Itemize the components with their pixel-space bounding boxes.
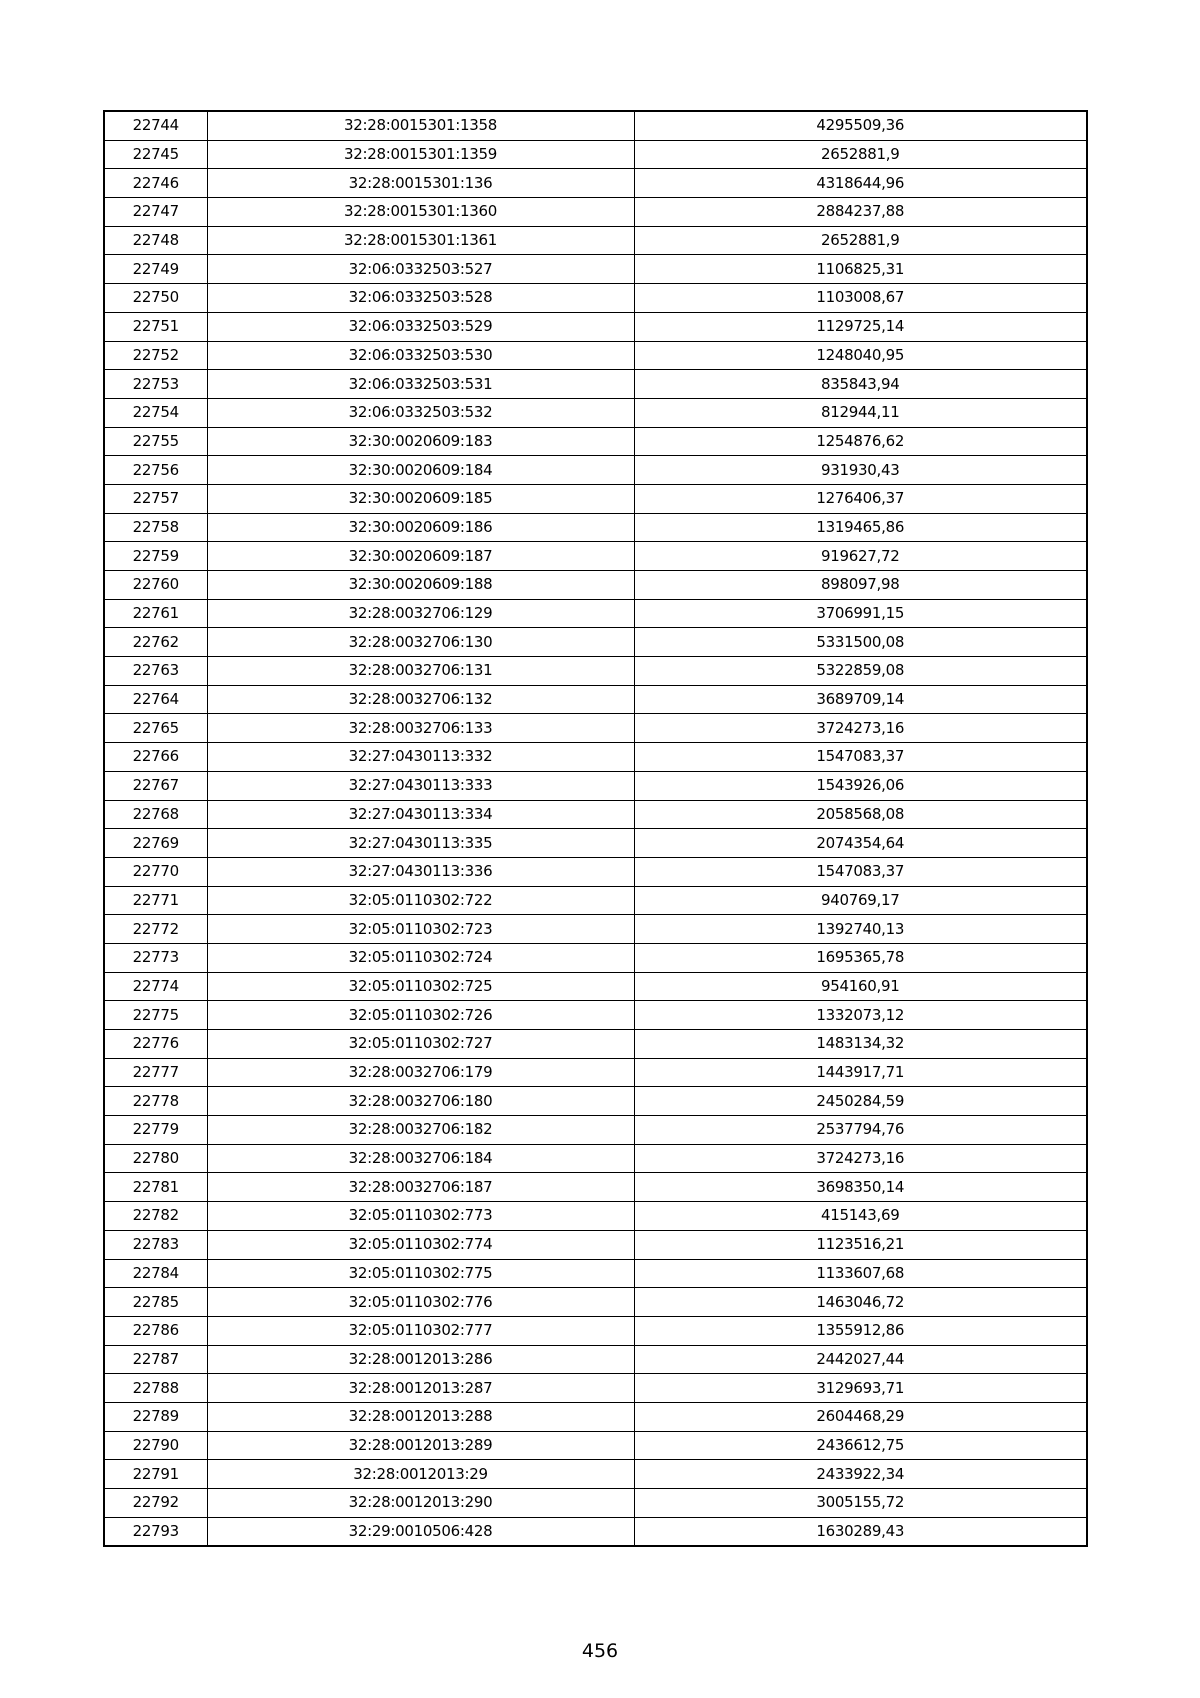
cadastral-number-cell: 32:30:0020609:186: [207, 513, 634, 542]
cadastral-value-cell: 1443917,71: [634, 1058, 1087, 1087]
cadastral-value-cell: 4318644,96: [634, 169, 1087, 198]
cadastral-value-cell: 2433922,34: [634, 1460, 1087, 1489]
row-number-cell: 22773: [104, 943, 207, 972]
table-row: [104, 169, 1087, 198]
row-number-cell: 22746: [104, 169, 207, 198]
row-number-cell: 22792: [104, 1489, 207, 1518]
row-number-cell: 22780: [104, 1144, 207, 1173]
row-number-cell: 22765: [104, 714, 207, 743]
table-row: [104, 599, 1087, 628]
cadastral-number-cell: 32:05:0110302:777: [207, 1316, 634, 1345]
cadastral-number-cell: 32:27:0430113:332: [207, 743, 634, 772]
cadastral-number-cell: 32:30:0020609:184: [207, 456, 634, 485]
row-number-cell: 22767: [104, 771, 207, 800]
cadastral-number-cell: 32:06:0332503:528: [207, 284, 634, 313]
row-number-cell: 22772: [104, 915, 207, 944]
row-number-cell: 22783: [104, 1230, 207, 1259]
cadastral-number-cell: 32:05:0110302:723: [207, 915, 634, 944]
table-row: [104, 685, 1087, 714]
cadastral-number-cell: 32:06:0332503:530: [207, 341, 634, 370]
row-number-cell: 22753: [104, 370, 207, 399]
row-number-cell: 22790: [104, 1431, 207, 1460]
cadastral-number-cell: 32:05:0110302:727: [207, 1030, 634, 1059]
row-number-cell: 22789: [104, 1402, 207, 1431]
cadastral-value-cell: 1103008,67: [634, 284, 1087, 313]
cadastral-value-cell: 1106825,31: [634, 255, 1087, 284]
table-row: [104, 1517, 1087, 1546]
cadastral-number-cell: 32:28:0012013:286: [207, 1345, 634, 1374]
cadastral-number-cell: 32:28:0015301:1361: [207, 226, 634, 255]
cadastral-value-cell: 2537794,76: [634, 1116, 1087, 1145]
table-row: [104, 456, 1087, 485]
row-number-cell: 22748: [104, 226, 207, 255]
row-number-cell: 22760: [104, 571, 207, 600]
cadastral-number-cell: 32:05:0110302:722: [207, 886, 634, 915]
cadastral-value-cell: 1319465,86: [634, 513, 1087, 542]
cadastral-number-cell: 32:28:0015301:1360: [207, 198, 634, 227]
cadastral-value-cell: 1547083,37: [634, 857, 1087, 886]
table-row: [104, 1316, 1087, 1345]
cadastral-value-cell: 3005155,72: [634, 1489, 1087, 1518]
cadastral-number-cell: 32:28:0032706:187: [207, 1173, 634, 1202]
cadastral-value-cell: 954160,91: [634, 972, 1087, 1001]
row-number-cell: 22786: [104, 1316, 207, 1345]
row-number-cell: 22768: [104, 800, 207, 829]
cadastral-number-cell: 32:06:0332503:532: [207, 398, 634, 427]
cadastral-number-cell: 32:28:0032706:129: [207, 599, 634, 628]
cadastral-number-cell: 32:28:0012013:287: [207, 1374, 634, 1403]
table-row: [104, 398, 1087, 427]
cadastral-number-cell: 32:05:0110302:773: [207, 1202, 634, 1231]
cadastral-value-cell: 919627,72: [634, 542, 1087, 571]
row-number-cell: 22777: [104, 1058, 207, 1087]
cadastral-number-cell: 32:29:0010506:428: [207, 1517, 634, 1546]
table-row: [104, 111, 1087, 140]
cadastral-value-cell: 835843,94: [634, 370, 1087, 399]
cadastral-value-cell: 1123516,21: [634, 1230, 1087, 1259]
table-row: [104, 972, 1087, 1001]
cadastral-number-cell: 32:05:0110302:776: [207, 1288, 634, 1317]
cadastral-value-cell: 2450284,59: [634, 1087, 1087, 1116]
cadastral-value-cell: 4295509,36: [634, 111, 1087, 140]
table-row: [104, 1230, 1087, 1259]
cadastral-number-cell: 32:28:0032706:132: [207, 685, 634, 714]
cadastral-number-cell: 32:30:0020609:188: [207, 571, 634, 600]
cadastral-number-cell: 32:28:0032706:180: [207, 1087, 634, 1116]
cadastral-value-cell: 2652881,9: [634, 140, 1087, 169]
row-number-cell: 22782: [104, 1202, 207, 1231]
row-number-cell: 22775: [104, 1001, 207, 1030]
row-number-cell: 22762: [104, 628, 207, 657]
row-number-cell: 22791: [104, 1460, 207, 1489]
cadastral-number-cell: 32:27:0430113:333: [207, 771, 634, 800]
row-number-cell: 22745: [104, 140, 207, 169]
row-number-cell: 22758: [104, 513, 207, 542]
row-number-cell: 22770: [104, 857, 207, 886]
cadastral-number-cell: 32:28:0012013:290: [207, 1489, 634, 1518]
row-number-cell: 22774: [104, 972, 207, 1001]
row-number-cell: 22781: [104, 1173, 207, 1202]
row-number-cell: 22787: [104, 1345, 207, 1374]
cadastral-value-cell: 3724273,16: [634, 714, 1087, 743]
row-number-cell: 22754: [104, 398, 207, 427]
cadastral-value-cell: 5322859,08: [634, 657, 1087, 686]
page-number: 456: [581, 1640, 619, 1662]
row-number-cell: 22761: [104, 599, 207, 628]
cadastral-number-cell: 32:28:0032706:184: [207, 1144, 634, 1173]
cadastral-value-table: [103, 110, 1088, 1547]
table-row: [104, 1116, 1087, 1145]
cadastral-value-cell: 3724273,16: [634, 1144, 1087, 1173]
cadastral-value-cell: 1332073,12: [634, 1001, 1087, 1030]
cadastral-number-cell: 32:27:0430113:335: [207, 829, 634, 858]
row-number-cell: 22778: [104, 1087, 207, 1116]
row-number-cell: 22769: [104, 829, 207, 858]
table-row: [104, 571, 1087, 600]
row-number-cell: 22744: [104, 111, 207, 140]
cadastral-value-cell: 2436612,75: [634, 1431, 1087, 1460]
table-row: [104, 1288, 1087, 1317]
cadastral-value-cell: 1547083,37: [634, 743, 1087, 772]
table-row: [104, 484, 1087, 513]
table-row: [104, 341, 1087, 370]
cadastral-value-cell: 3698350,14: [634, 1173, 1087, 1202]
table-row: [104, 1144, 1087, 1173]
cadastral-number-cell: 32:05:0110302:775: [207, 1259, 634, 1288]
cadastral-value-cell: 2604468,29: [634, 1402, 1087, 1431]
cadastral-number-cell: 32:06:0332503:531: [207, 370, 634, 399]
cadastral-value-cell: 1254876,62: [634, 427, 1087, 456]
cadastral-value-cell: 812944,11: [634, 398, 1087, 427]
cadastral-number-cell: 32:28:0012013:29: [207, 1460, 634, 1489]
cadastral-value-cell: 1483134,32: [634, 1030, 1087, 1059]
cadastral-value-cell: 2074354,64: [634, 829, 1087, 858]
cadastral-number-cell: 32:28:0032706:182: [207, 1116, 634, 1145]
table-row: [104, 226, 1087, 255]
row-number-cell: 22752: [104, 341, 207, 370]
table-row: [104, 542, 1087, 571]
table-row: [104, 1030, 1087, 1059]
cadastral-number-cell: 32:05:0110302:725: [207, 972, 634, 1001]
cadastral-value-cell: 898097,98: [634, 571, 1087, 600]
cadastral-value-cell: 1392740,13: [634, 915, 1087, 944]
cadastral-number-cell: 32:28:0032706:133: [207, 714, 634, 743]
table-row: [104, 1259, 1087, 1288]
cadastral-number-cell: 32:05:0110302:724: [207, 943, 634, 972]
row-number-cell: 22756: [104, 456, 207, 485]
cadastral-number-cell: 32:28:0032706:131: [207, 657, 634, 686]
row-number-cell: 22766: [104, 743, 207, 772]
row-number-cell: 22784: [104, 1259, 207, 1288]
table-row: [104, 1431, 1087, 1460]
cadastral-number-cell: 32:28:0032706:130: [207, 628, 634, 657]
row-number-cell: 22749: [104, 255, 207, 284]
cadastral-value-cell: 3706991,15: [634, 599, 1087, 628]
cadastral-number-cell: 32:30:0020609:185: [207, 484, 634, 513]
table-row: [104, 829, 1087, 858]
cadastral-value-cell: 1248040,95: [634, 341, 1087, 370]
cadastral-value-cell: 2652881,9: [634, 226, 1087, 255]
cadastral-value-cell: 1630289,43: [634, 1517, 1087, 1546]
cadastral-number-cell: 32:28:0012013:288: [207, 1402, 634, 1431]
table-row: [104, 943, 1087, 972]
cadastral-value-cell: 1133607,68: [634, 1259, 1087, 1288]
table-row: [104, 513, 1087, 542]
cadastral-value-cell: 5331500,08: [634, 628, 1087, 657]
row-number-cell: 22764: [104, 685, 207, 714]
row-number-cell: 22763: [104, 657, 207, 686]
cadastral-number-cell: 32:05:0110302:774: [207, 1230, 634, 1259]
table-row: [104, 1460, 1087, 1489]
table-row: [104, 427, 1087, 456]
table-row: [104, 886, 1087, 915]
cadastral-value-cell: 2442027,44: [634, 1345, 1087, 1374]
table-row: [104, 1058, 1087, 1087]
cadastral-value-cell: 1543926,06: [634, 771, 1087, 800]
table-row: [104, 771, 1087, 800]
table-row: [104, 1202, 1087, 1231]
row-number-cell: 22751: [104, 312, 207, 341]
table-row: [104, 1402, 1087, 1431]
row-number-cell: 22755: [104, 427, 207, 456]
row-number-cell: 22779: [104, 1116, 207, 1145]
table-row: [104, 1087, 1087, 1116]
row-number-cell: 22750: [104, 284, 207, 313]
table-row: [104, 628, 1087, 657]
cadastral-value-cell: 940769,17: [634, 886, 1087, 915]
table-row: [104, 140, 1087, 169]
row-number-cell: 22759: [104, 542, 207, 571]
cadastral-number-cell: 32:28:0015301:1358: [207, 111, 634, 140]
table-body: [104, 111, 1087, 1546]
cadastral-value-cell: 415143,69: [634, 1202, 1087, 1231]
row-number-cell: 22785: [104, 1288, 207, 1317]
table-row: [104, 915, 1087, 944]
cadastral-value-cell: 1276406,37: [634, 484, 1087, 513]
cadastral-number-cell: 32:06:0332503:529: [207, 312, 634, 341]
row-number-cell: 22793: [104, 1517, 207, 1546]
cadastral-number-cell: 32:28:0012013:289: [207, 1431, 634, 1460]
cadastral-value-cell: 1355912,86: [634, 1316, 1087, 1345]
table-row: [104, 1345, 1087, 1374]
row-number-cell: 22747: [104, 198, 207, 227]
cadastral-number-cell: 32:05:0110302:726: [207, 1001, 634, 1030]
cadastral-value-cell: 931930,43: [634, 456, 1087, 485]
table-row: [104, 743, 1087, 772]
cadastral-value-cell: 1129725,14: [634, 312, 1087, 341]
table-row: [104, 1489, 1087, 1518]
table-row: [104, 857, 1087, 886]
table-row: [104, 1374, 1087, 1403]
table-row: [104, 1173, 1087, 1202]
cadastral-value-cell: 1463046,72: [634, 1288, 1087, 1317]
cadastral-value-cell: 1695365,78: [634, 943, 1087, 972]
cadastral-number-cell: 32:30:0020609:187: [207, 542, 634, 571]
cadastral-number-cell: 32:27:0430113:334: [207, 800, 634, 829]
cadastral-number-cell: 32:06:0332503:527: [207, 255, 634, 284]
table-row: [104, 198, 1087, 227]
cadastral-value-cell: 2058568,08: [634, 800, 1087, 829]
cadastral-value-cell: 3129693,71: [634, 1374, 1087, 1403]
table-row: [104, 800, 1087, 829]
cadastral-number-cell: 32:30:0020609:183: [207, 427, 634, 456]
table-row: [104, 657, 1087, 686]
cadastral-number-cell: 32:28:0032706:179: [207, 1058, 634, 1087]
cadastral-number-cell: 32:28:0015301:1359: [207, 140, 634, 169]
cadastral-number-cell: 32:27:0430113:336: [207, 857, 634, 886]
cadastral-value-cell: 3689709,14: [634, 685, 1087, 714]
row-number-cell: 22788: [104, 1374, 207, 1403]
cadastral-value-cell: 2884237,88: [634, 198, 1087, 227]
table-row: [104, 370, 1087, 399]
row-number-cell: 22757: [104, 484, 207, 513]
table-row: [104, 255, 1087, 284]
table-row: [104, 312, 1087, 341]
row-number-cell: 22771: [104, 886, 207, 915]
table-row: [104, 1001, 1087, 1030]
cadastral-number-cell: 32:28:0015301:136: [207, 169, 634, 198]
table-row: [104, 284, 1087, 313]
row-number-cell: 22776: [104, 1030, 207, 1059]
table-row: [104, 714, 1087, 743]
